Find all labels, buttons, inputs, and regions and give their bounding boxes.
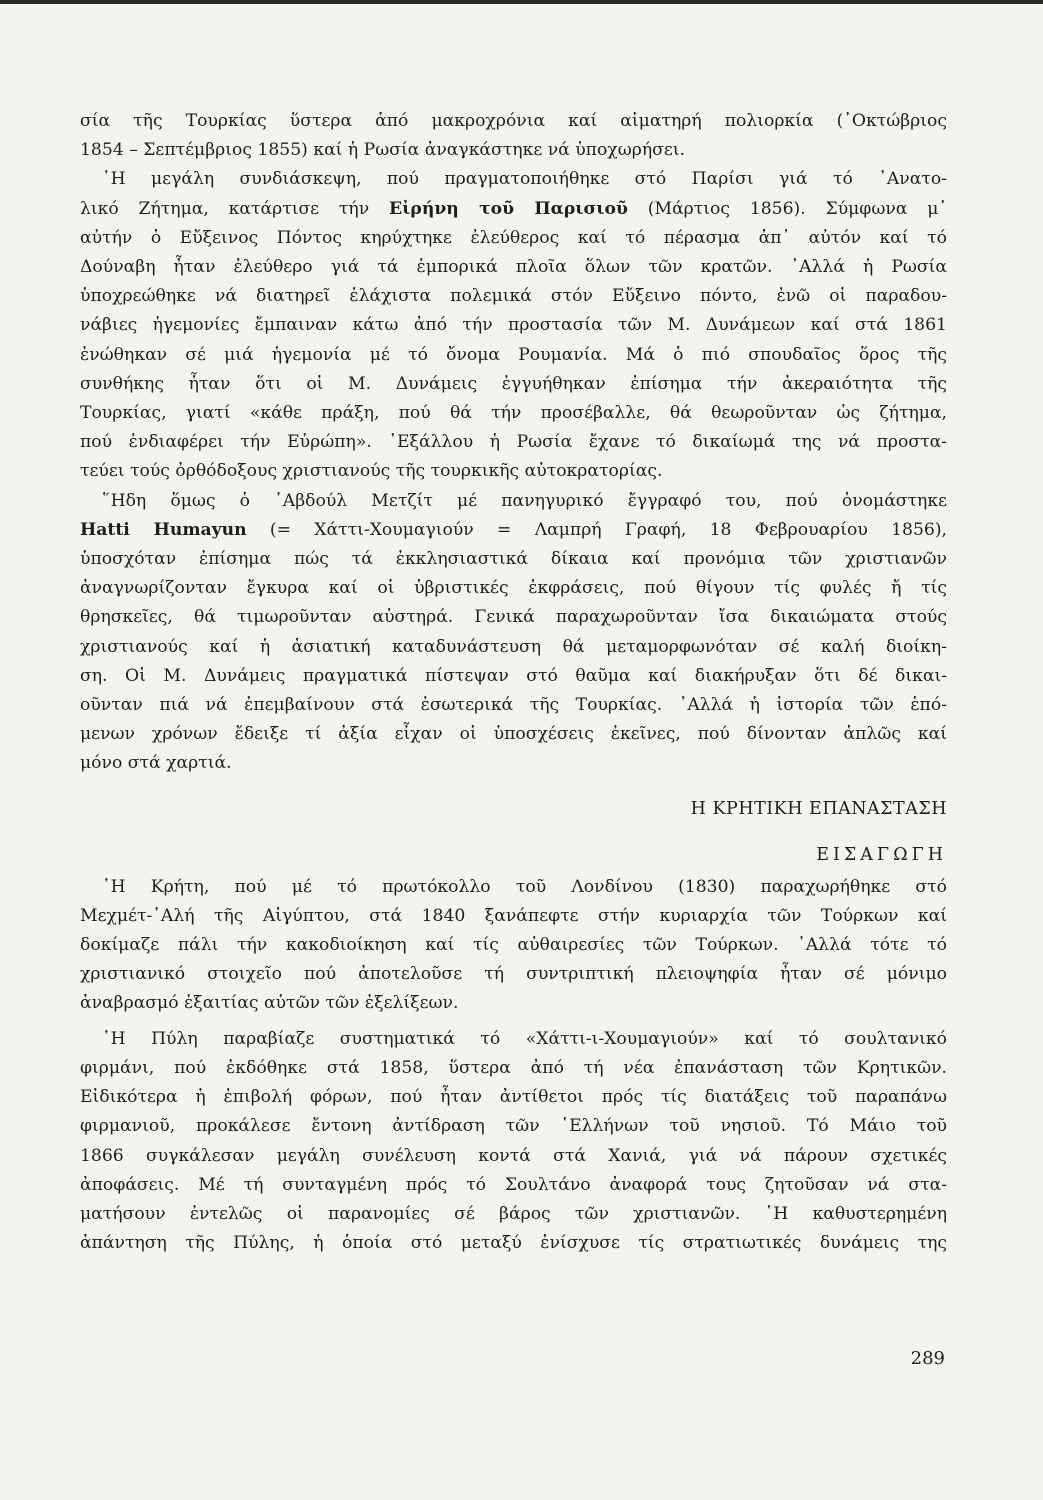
paragraph-2 [80,165,947,194]
section-subheading: ΕΙΣΑΓΩΓΗ [816,844,947,865]
text-line: 1866 συγκάλεσαν μεγάλη συνέλευση κοντά στά Χανιά, γιά νά πάρουν σχετικές [80,1145,947,1166]
page-body [80,107,947,1258]
paragraph-4 [80,902,947,1019]
text-line: ἑνώθηκαν σέ μιά ἡγεμονία μέ τό ὄνομα Ρουμανία. Μά ὁ πιό σπουδαῖος ὅρος τῆς [80,344,947,365]
text-line: ἀναβρασμό ἐξαιτίας αὐτῶν τῶν ἐξελίξεων. [80,993,459,1014]
text-line: μόνο στά χαρτιά. [80,753,232,774]
paragraph-3-body [80,516,947,779]
paragraph-4-first [80,873,947,902]
text-line: αὐτήν ὁ Εὔξεινος Πόντος κηρύχτηκε ἐλεύθερος καί τό πέρασμα ἀπ᾿ αὐτόν καί τό [80,227,947,248]
text-line: φιρμανιοῦ, προκάλεσε ἔντονη ἀντίδραση τῶν ῾Ελλήνων τοῦ νησιοῦ. Τό Μάιο τοῦ [80,1116,947,1137]
text-line: ῾Η Πύλη παραβίαζε συστηματικά τό «Χάττι-ι-Χουμαγιούν» καί τό σουλτανικό [102,1028,947,1049]
text-line: ση. Οἱ Μ. Δυνάμεις πραγματικά πίστεψαν στό θαῦμα καί διακήρυξαν ὅτι δέ δικαι- [80,665,947,686]
bold-term: Εἰρήνη τοῦ Παρισιοῦ [388,198,628,219]
text-line: φιρμάνι, πού ἐκδόθηκε στά 1858, ὕστερα ἀπό τή νέα ἐπανάσταση τῶν Κρητικῶν. [80,1057,947,1078]
text-line: θρησκεῖες, θά τιμωροῦνταν αὐστηρά. Γενικά παραχωροῦνταν ἴσα δικαιώματα στούς [80,607,947,628]
page-top-edge [0,0,1043,4]
text-line: οῦνταν πιά νά ἐπεμβαίνουν στά ἐσωτερικά τῆς Τουρκίας. ᾿Αλλά ἡ ἱστορία τῶν ἑπό- [80,695,947,716]
text-line: ῞Ηδη ὅμως ὁ ᾿Αβδούλ Μετζίτ μέ πανηγυρικό ἔγγραφό του, πού ὀνομάστηκε [102,490,947,511]
text-line: ῾Η μεγάλη συνδιάσκεψη, πού πραγματοποιήθηκε στό Παρίσι γιά τό ᾿Ανατο- [102,169,947,190]
text-line [80,516,947,545]
paragraph-3 [80,487,947,516]
page-number: 289 [910,1348,945,1369]
text-line: μενων χρόνων ἔδειξε τί ἀξία εἶχαν οἱ ὑποσχέσεις ἐκεῖνες, πού δίνονταν ἁπλῶς καί [80,724,947,745]
text-line: ὑποσχόταν ἐπίσημα πώς τά ἐκκλησιαστικά δίκαια καί προνόμια τῶν χριστιανῶν [80,549,947,570]
text-segment: (Μάρτιος 1856). Σύμφωνα μ᾿ [627,198,947,219]
text-line: νάβιες ἡγεμονίες ἔμπαιναν κάτω ἀπό τήν προστασία τῶν Μ. Δυνάμεων καί στά 1861 [80,315,947,336]
text-line: ἀπάντηση τῆς Πύλης, ἡ ὁποία στό μεταξύ ἐνίσχυσε τίς στρατιωτικές δυνάμεις της [80,1233,947,1254]
text-line: δοκίμαζε πάλι τήν κακοδιοίκηση καί τίς αὐθαιρεσίες τῶν Τούρκων. ᾿Αλλά τότε τό [80,935,947,956]
text-line: Δούναβη ἦταν ἐλεύθερο γιά τά ἐμπορικά πλοῖα ὅλων τῶν κρατῶν. ᾿Αλλά ἡ Ρωσία [80,257,947,278]
text-segment: λικό Ζήτημα, κατάρτισε τήν [80,198,389,219]
text-line: χριστιανικό στοιχεῖο πού ἀποτελοῦσε τή συντριπτική πλειοψηφία ἦταν σέ μόνιμο [80,964,947,985]
text-line: ῾Η Κρήτη, πού μέ τό πρωτόκολλο τοῦ Λονδίνου (1830) παραχωρήθηκε στό [102,876,947,897]
text-line: Μεχμέτ-᾿Αλή τῆς Αἰγύπτου, στά 1840 ξανάπεφτε στήν κυριαρχία τῶν Τούρκων καί [80,905,947,926]
section-heading: Η ΚΡΗΤΙΚΗ ΕΠΑΝΑΣΤΑΣΗ [690,798,947,819]
text-line: συνθήκης ἦταν ὅτι οἱ Μ. Δυνάμεις ἐγγυήθηκαν ἐπίσημα τήν ἀκεραιότητα τῆς [80,373,947,394]
paragraph-2-body [80,195,947,487]
text-line: ἀναγνωρίζονταν ἔγκυρα καί οἱ ὑβριστικές ἐκφράσεις, πού θίγουν τίς φυλές ἤ τίς [80,578,947,599]
text-line: χριστιανούς καί ἡ ἀσιατική καταδυνάστευση θά μεταμορφωνόταν σέ καλή διοίκη- [80,636,947,657]
paragraph-5-first [80,1025,947,1054]
text-line: τεύει τούς ὀρθόδοξους χριστιανούς τῆς τουρκικῆς αὐτοκρατορίας. [80,461,663,482]
text-line: Τουρκίας, γιατί «κάθε πράξη, πού θά τήν προσέβαλλε, θά θεωροῦνταν ὡς ζήτημα, [80,403,947,424]
text-line: πού ἐνδιαφέρει τήν Εὐρώπη». ᾿Εξάλλου ἡ Ρωσία ἔχανε τό δικαίωμά της νά προστα- [80,432,947,453]
paragraph-5 [80,1054,947,1258]
text-line: ὑποχρεώθηκε νά διατηρεῖ ἐλάχιστα πολεμικά στόν Εὔξεινο πόντο, ἐνῶ οἱ παραδου- [80,286,947,307]
text-line [80,195,947,224]
text-line: 1854 – Σεπτέμβριος 1855) καί ἡ Ρωσία ἀναγκάστηκε νά ὑποχωρήσει. [80,140,685,161]
text-line: ματήσουν ἐντελῶς οἱ παρανομίες σέ βάρος τῶν χριστιανῶν. ῾Η καθυστερημένη [80,1203,947,1224]
text-line: σία τῆς Τουρκίας ὕστερα ἀπό μακροχρόνια καί αἱματηρή πολιορκία (᾿Οκτώβριος [80,111,947,131]
bold-term: Hatti Humayun [80,519,247,540]
text-line: Εἰδικότερα ἡ ἐπιβολή φόρων, πού ἦταν ἀντίθετοι πρός τίς διατάξεις τοῦ παραπάνω [80,1087,947,1108]
text-segment: (= Χάττι-Χουμαγιούν = Λαμπρή Γραφή, 18 Φεβρουαρίου 1856), [246,519,947,540]
paragraph-1 [80,107,947,165]
text-line: ἀποφάσεις. Μέ τή συνταγμένη πρός τό Σουλτάνο ἀναφορά τους ζητοῦσαν νά στα- [80,1174,947,1195]
